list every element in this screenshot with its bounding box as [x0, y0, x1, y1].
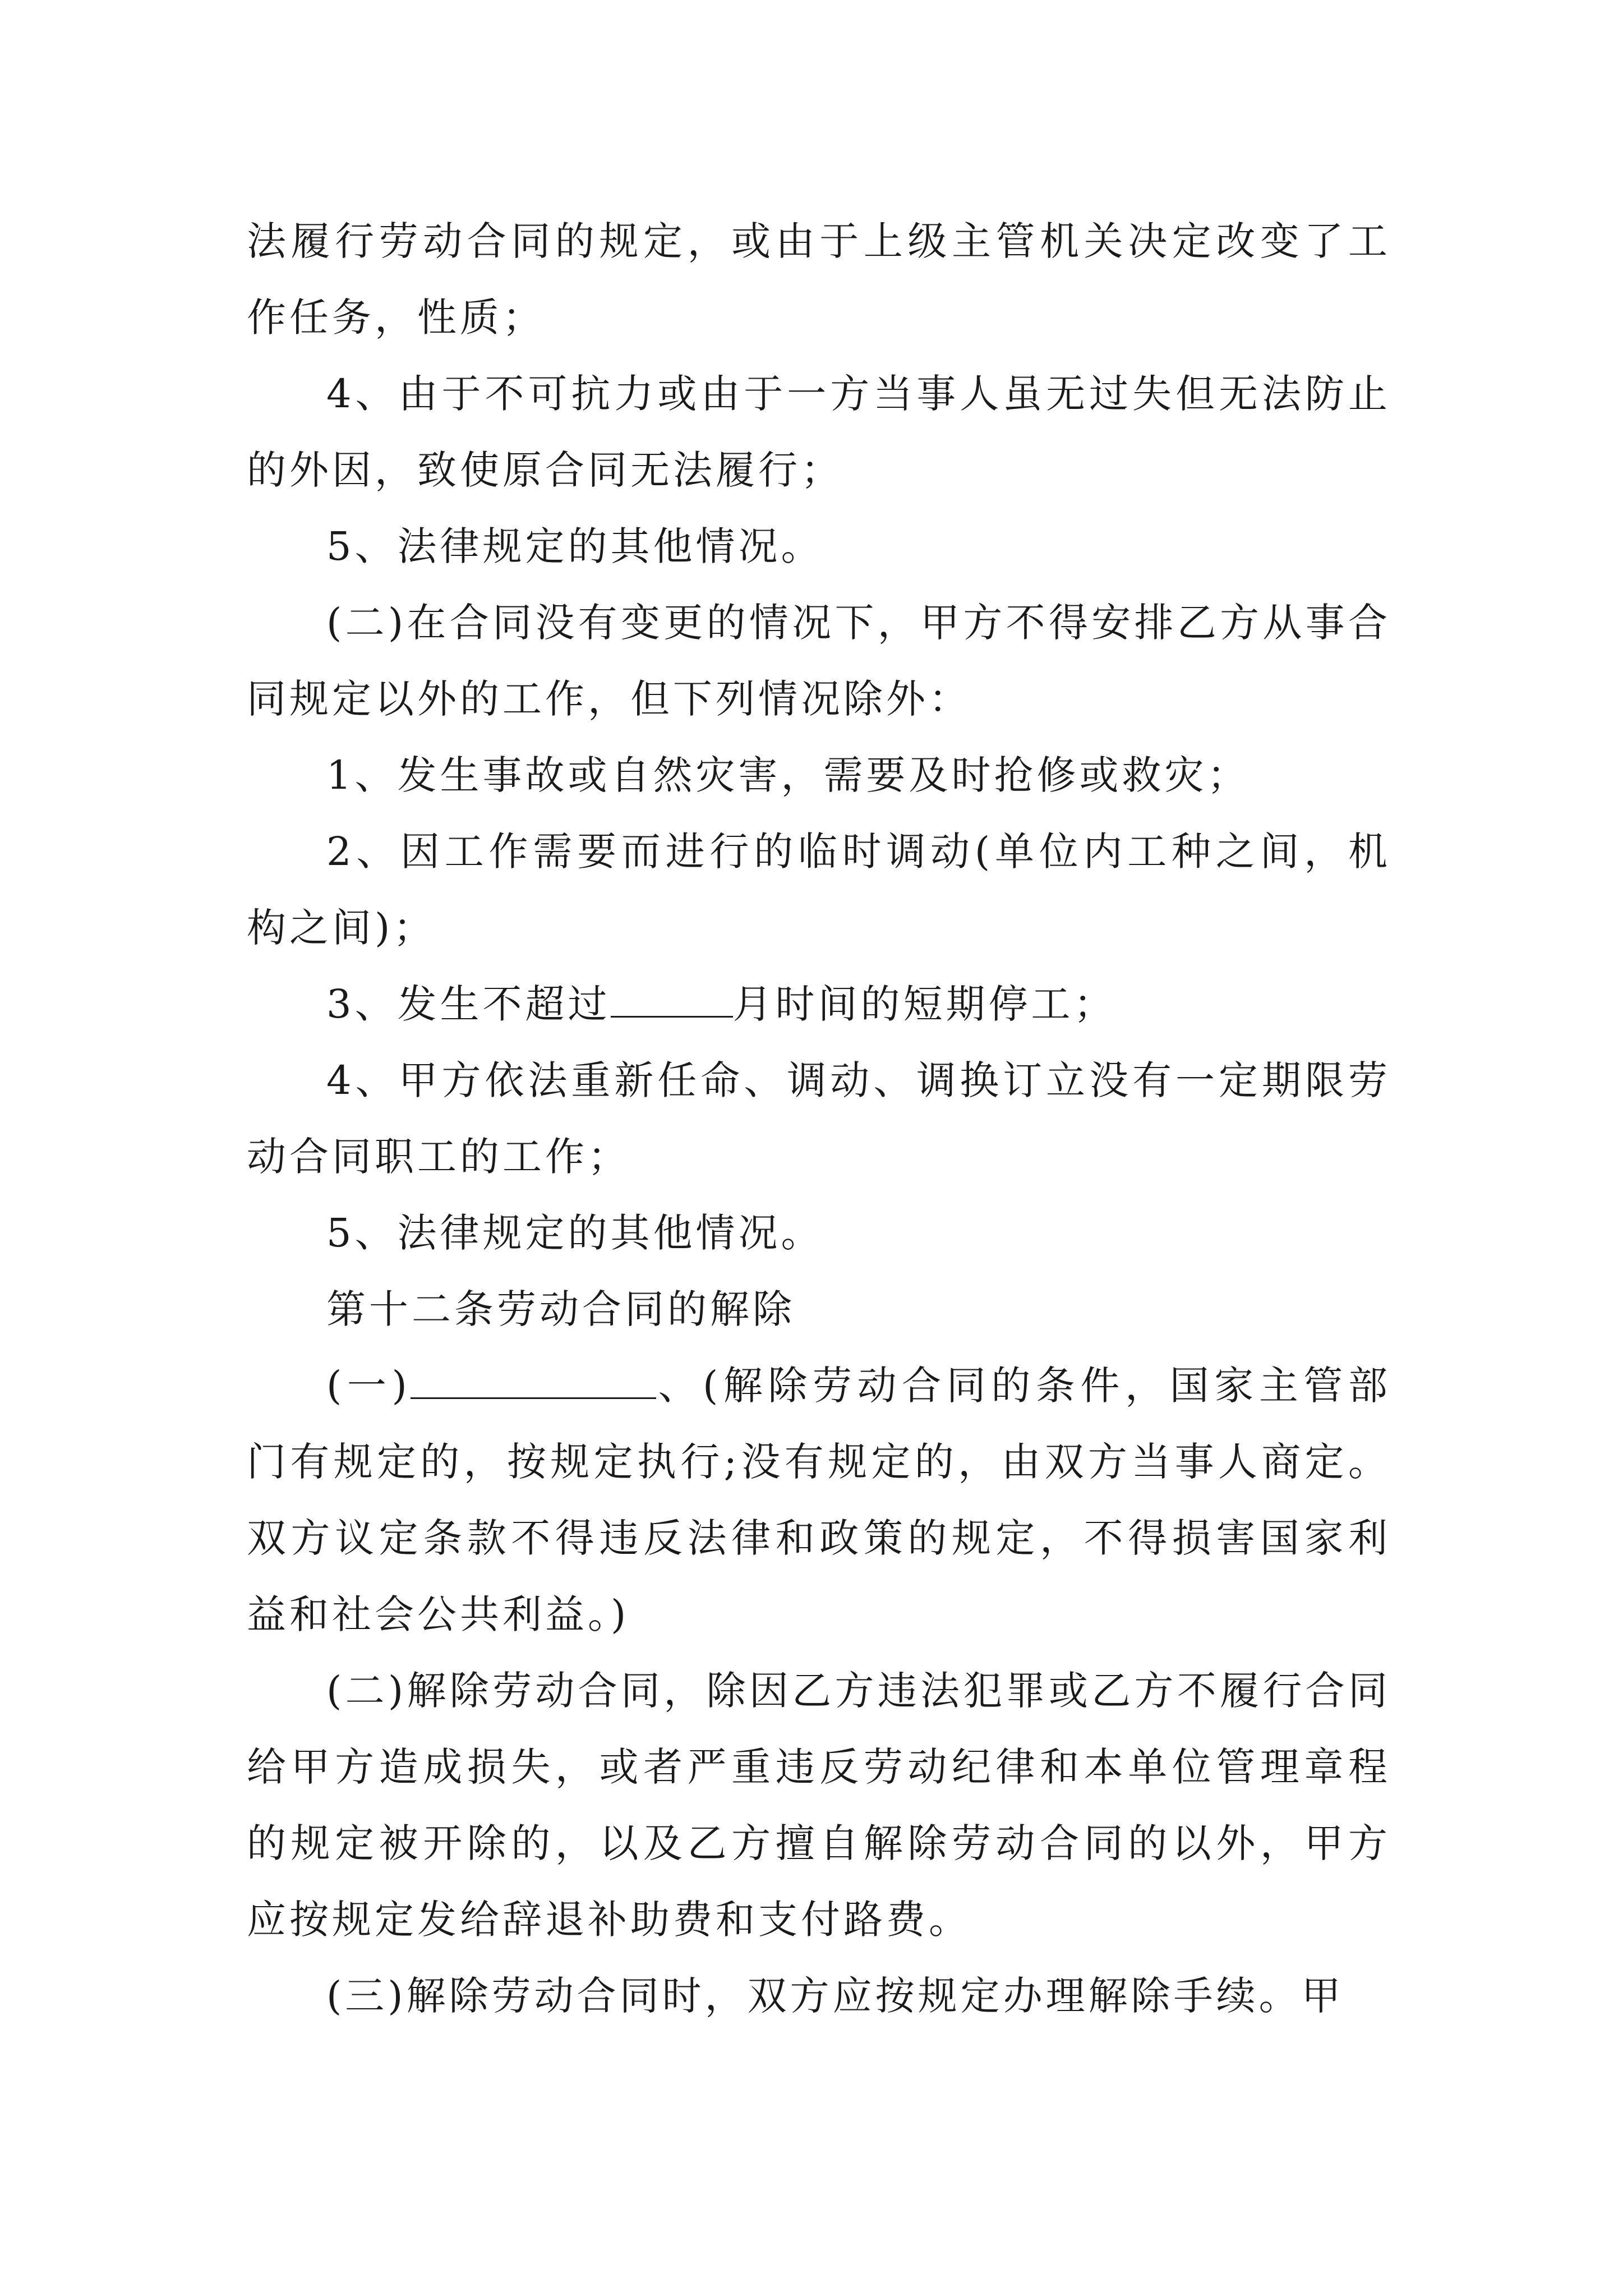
- paragraph-item-5: 5、法律规定的其他情况。: [326, 523, 824, 569]
- paragraph-termination-1-before: (一): [326, 1363, 411, 1409]
- paragraph-item-4: 4、由于不可抗力或由于一方当事人虽无过失但无法防止的外因，致使原合同无法履行；: [247, 371, 1391, 493]
- paragraph-termination-2: (二)解除劳动合同，除因乙方违法犯罪或乙方不履行合同给甲方造成损失，或者严重违反劳动纪律和本单位管理章程的规定被开除的，以及乙方擅自解除劳动合同的以外，甲方应按规定发给辞退补助费和支付路费。: [247, 1668, 1391, 1943]
- paragraph-section-2: (二)在合同没有变更的情况下，甲方不得安排乙方从事合同规定以外的工作，但下列情况除外：: [247, 600, 1391, 722]
- paragraph-exception-1: 1、发生事故或自然灾害，需要及时抢修或救灾；: [326, 752, 1250, 798]
- paragraph-termination-3: (三)解除劳动合同时，双方应按规定办理解除手续。甲: [326, 1973, 1344, 2019]
- paragraph-exception-2: 2、因工作需要而进行的临时调动(单位内工种之间，机构之间)；: [247, 829, 1391, 951]
- paragraph-termination-1: [247, 1347, 1391, 1653]
- paragraph-exception-5: 5、法律规定的其他情况。: [326, 1210, 824, 1256]
- paragraph-exception-3-after: 月时间的短期停工；: [732, 981, 1117, 1027]
- paragraph-termination-1-after: 、(解除劳动合同的条件，国家主管部门有规定的，按规定执行;没有规定的，由双方当事人商定。双方议定条款不得违反法律和政策的规定，不得损害国家利益和社会公共利益。): [247, 1363, 1391, 1637]
- paragraph-exception-4: 4、甲方依法重新任命、调动、调换订立没有一定期限劳动合同职工的工作；: [247, 1057, 1391, 1180]
- paragraph-exception-3: [247, 966, 1391, 1042]
- article-12-heading: 第十二条劳动合同的解除: [326, 1286, 795, 1332]
- paragraph-continuation: 法履行劳动合同的规定，或由于上级主管机关决定改变了工作任务，性质；: [247, 218, 1391, 341]
- blank-field-months[interactable]: [611, 981, 733, 1018]
- blank-field-termination-conditions[interactable]: [411, 1363, 656, 1399]
- document-body: [247, 203, 1391, 2034]
- paragraph-exception-3-before: 3、发生不超过: [326, 981, 611, 1027]
